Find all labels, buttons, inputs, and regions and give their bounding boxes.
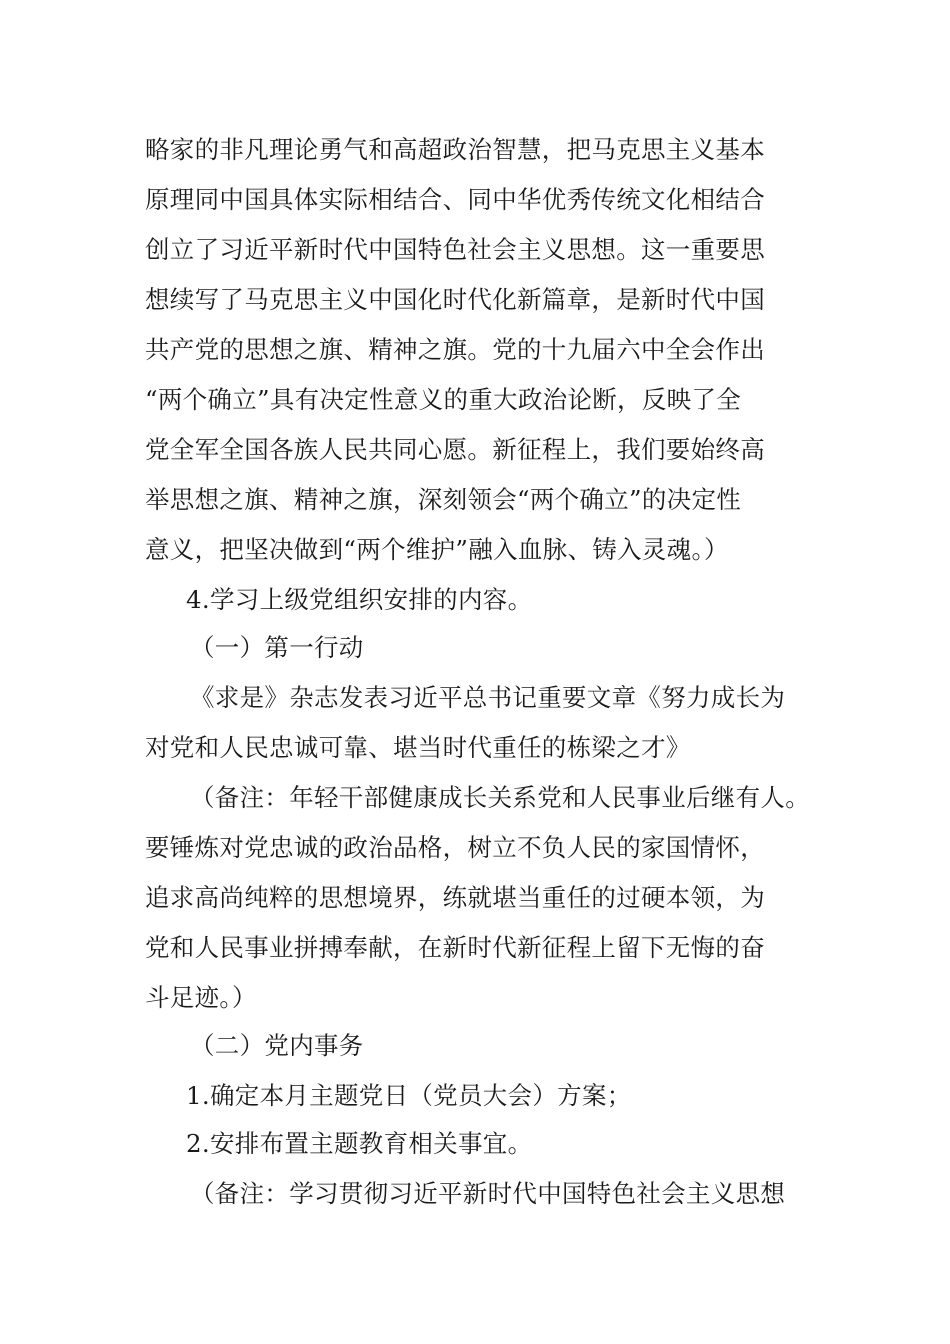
section-heading-1: （一）第一行动: [190, 633, 364, 662]
list-item: 2.安排布置主题教育相关事宜。: [186, 1129, 533, 1158]
paragraph-line: 党和人民事业拼搏奉献，在新时代新征程上留下无悔的奋: [145, 933, 765, 962]
paragraph-line: 对党和人民忠诚可靠、堪当时代重任的栋梁之才》: [145, 733, 691, 762]
paragraph-line: 想续写了马克思主义中国化时代化新篇章，是新时代中国: [145, 285, 765, 314]
paragraph-line: 追求高尚纯粹的思想境界，练就堪当重任的过硬本领，为: [145, 883, 765, 912]
paragraph-line: 斗足迹。）: [145, 983, 257, 1012]
section-item-4: 4.学习上级党组织安排的内容。: [186, 585, 533, 614]
paragraph-line: 意义，把坚决做到“两个维护”融入血脉、铸入灵魂。）: [145, 535, 729, 564]
paragraph-line: 《求是》杂志发表习近平总书记重要文章《努力成长为: [190, 683, 786, 712]
paragraph-line: “两个确立”具有决定性意义的重大政治论断，反映了全: [145, 385, 742, 414]
note-line: （备注：年轻干部健康成长关系党和人民事业后继有人。: [190, 783, 810, 812]
paragraph-line: 原理同中国具体实际相结合、同中华优秀传统文化相结合: [145, 185, 765, 214]
paragraph-line: 创立了习近平新时代中国特色社会主义思想。这一重要思: [145, 235, 765, 264]
paragraph-line: 略家的非凡理论勇气和高超政治智慧，把马克思主义基本: [145, 135, 765, 164]
paragraph-line: 党全军全国各族人民共同心愿。新征程上，我们要始终高: [145, 435, 765, 464]
section-heading-2: （二）党内事务: [190, 1031, 364, 1060]
list-item: 1.确定本月主题党日（党员大会）方案；: [186, 1081, 632, 1110]
paragraph-line: 举思想之旗、精神之旗，深刻领会“两个确立”的决定性: [145, 485, 742, 514]
paragraph-line: 要锤炼对党忠诚的政治品格，树立不负人民的家国情怀，: [145, 833, 765, 862]
paragraph-line: 共产党的思想之旗、精神之旗。党的十九届六中全会作出: [145, 335, 765, 364]
note-line: （备注：学习贯彻习近平新时代中国特色社会主义思想: [190, 1179, 786, 1208]
